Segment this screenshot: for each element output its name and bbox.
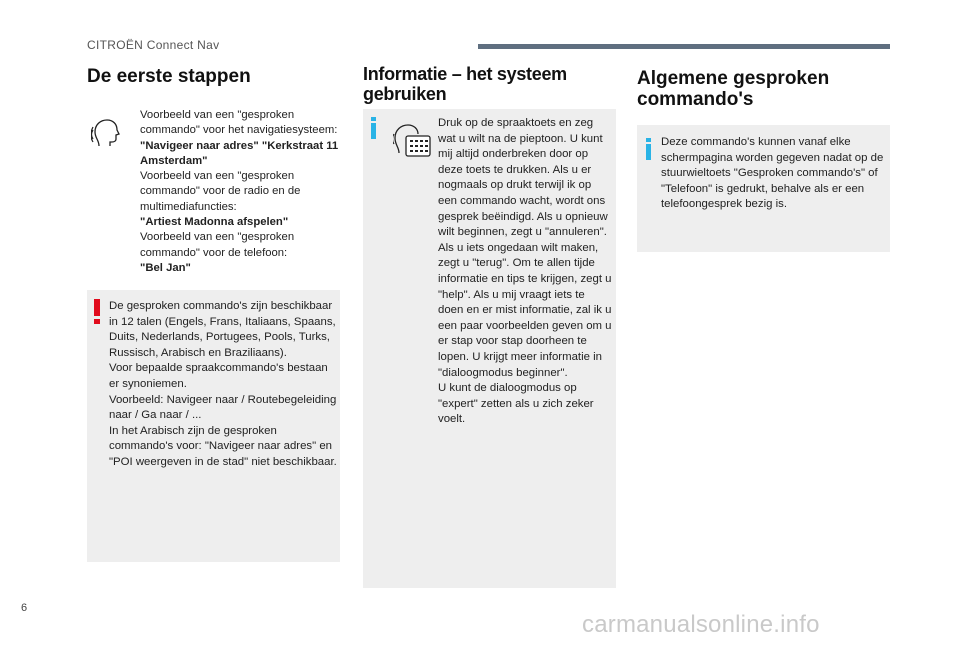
info-system-line: U kunt de dialoogmodus op "expert" zetten als u zich zeker voelt. [438,382,594,426]
brand-title: CITROËN Connect Nav [87,38,220,52]
voice-button-icon [393,117,433,157]
warning-box [87,290,340,562]
voice-example-line: Voorbeeld van een "gesproken commando" voor de telefoon: [140,231,295,259]
warning-icon [94,299,100,323]
voice-examples-text [140,108,350,276]
info-text-system [438,116,613,428]
voice-command-icon [91,116,121,150]
voice-example-line: "Artiest Madonna afspelen" [140,216,289,229]
info-system-line: Druk op de spraaktoets en zeg wat u wilt na de pieptoon. U kunt mij altijd onderbreken door op deze toets te drukken. Als u er nogmaals op drukt terwijl ik op een commando wacht, wordt ons gesprek beëindigd. Als u opnieuw wilt beginnen, zegt u "annuleren". Als u iets ongedaan wilt maken, zegt u "terug". Om te allen tijde informatie en tips te krijgen, zegt u "help". Als u mij vraagt iets te doen en er mist informatie, zal ik u een paar voorbeelden geven om u er stap voor stap doorheen te lopen. U krijgt meer informatie in "dialoogmodus beginner". [438,117,612,379]
info-box-system [363,109,616,588]
section-title-first-steps: De eerste stappen [87,66,251,87]
info-icon [371,117,376,139]
voice-example-line: "Navigeer naar adres" "Kerkstraat 11 Amsterdam" [140,139,339,167]
page-number: 6 [21,602,28,614]
warning-line: In het Arabisch zijn de gesproken commando's voor: "Navigeer naar adres" en "POI weergeven in de stad" niet beschikbaar. [109,424,337,468]
section-title-general-commands: Algemene gesproken commando's [637,68,830,110]
info-text-general: Deze commando's kunnen vanaf elke schermpagina worden gegeven nadat op de stuurwieltoets "Gesproken commando's" of "Telefoon" is gedrukt, behalve als er een telefoongesprek bezig is. [661,136,884,211]
voice-example-line: Voorbeeld van een "gesproken commando" voor de radio en de multimediafuncties: [140,170,301,213]
warning-line: Voorbeeld: Navigeer naar / Routebegeleiding naar / Ga naar / ... [109,393,337,422]
info-icon [646,138,651,160]
warning-text [109,299,337,471]
header-rule [478,44,890,49]
voice-example-line: "Bel Jan" [140,261,191,274]
watermark: carmanualsonline.info [582,611,820,638]
warning-line: Voor bepaalde spraakcommando's bestaan er synoniemen. [109,362,328,390]
info-box-general [637,125,890,252]
warning-line: De gesproken commando's zijn beschikbaar in 12 talen (Engels, Frans, Italiaans, Spaans, Duits, Nederlands, Portugees, Pools, Turks, Russisch, Arabisch en Braziliaans). [109,300,336,359]
section-title-system-info: Informatie – het systeem gebruiken [363,64,567,104]
voice-example-line: Voorbeeld van een "gesproken commando" voor het navigatiesysteem: [140,109,338,137]
